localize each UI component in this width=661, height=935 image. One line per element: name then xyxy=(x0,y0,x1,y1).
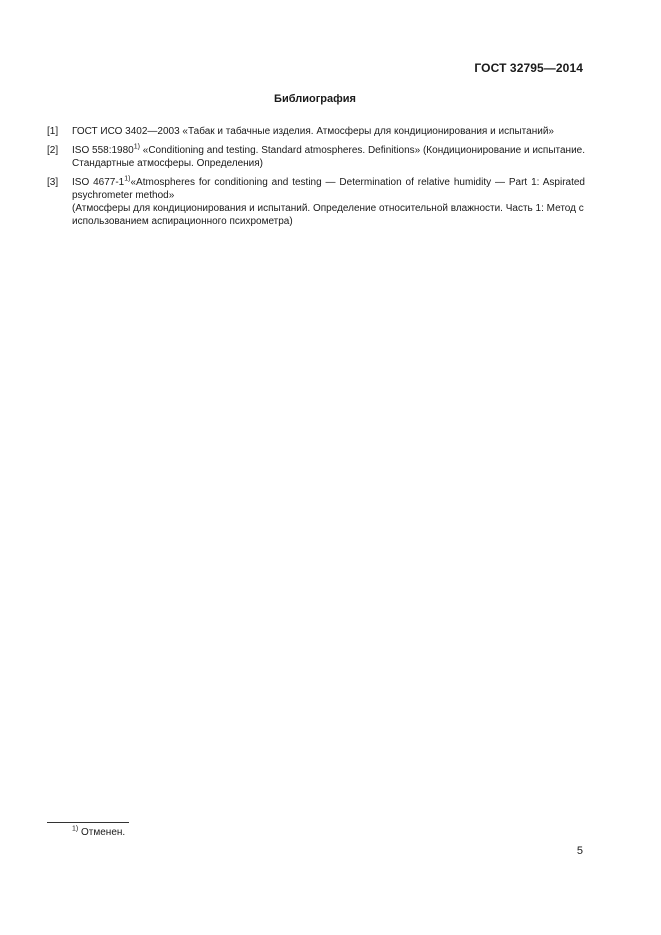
document-code: ГОСТ 32795—2014 xyxy=(474,61,583,75)
footnote-mark: 1) xyxy=(72,825,79,833)
ref-text xyxy=(72,176,585,228)
ref-text xyxy=(72,125,585,138)
footnote xyxy=(72,827,125,838)
footnote-ref: 1) xyxy=(133,143,140,151)
ref-translation: (Атмосферы для кондиционирования и испытаний. Определение относительной влажности. Часть 1: Метод с использованием аспирационного психрометра) xyxy=(72,203,584,227)
ref-number: [1] xyxy=(47,126,59,137)
bibliography-item-2 xyxy=(47,144,585,170)
bibliography-title: Библиография xyxy=(274,93,356,105)
ref-number: [2] xyxy=(47,145,59,156)
ref-citation: «Conditioning and testing. Standard atmospheres. Definitions» (Кондиционирование и испытание. Стандартные атмосферы. Определения) xyxy=(72,145,585,169)
footnote-ref: 1) xyxy=(124,175,131,183)
ref-number: [3] xyxy=(47,177,59,188)
footnote-divider xyxy=(47,822,129,823)
bibliography-item-1 xyxy=(47,125,585,138)
ref-citation: «Atmospheres for conditioning and testing — Determination of relative humidity — Part 1: Aspirated psychrometer method» xyxy=(72,177,585,201)
bibliography-list xyxy=(47,125,585,234)
ref-text xyxy=(72,144,585,170)
page-number: 5 xyxy=(576,845,583,857)
ref-standard-id: ISO 4677-1 xyxy=(72,177,125,188)
bibliography-item-3 xyxy=(47,176,585,228)
footnote-text: Отменен. xyxy=(78,827,126,838)
ref-standard-id: ISO 558:1980 xyxy=(72,145,134,156)
ref-citation: ГОСТ ИСО 3402—2003 «Табак и табачные изделия. Атмосферы для кондиционирования и испытаний» xyxy=(72,126,554,137)
